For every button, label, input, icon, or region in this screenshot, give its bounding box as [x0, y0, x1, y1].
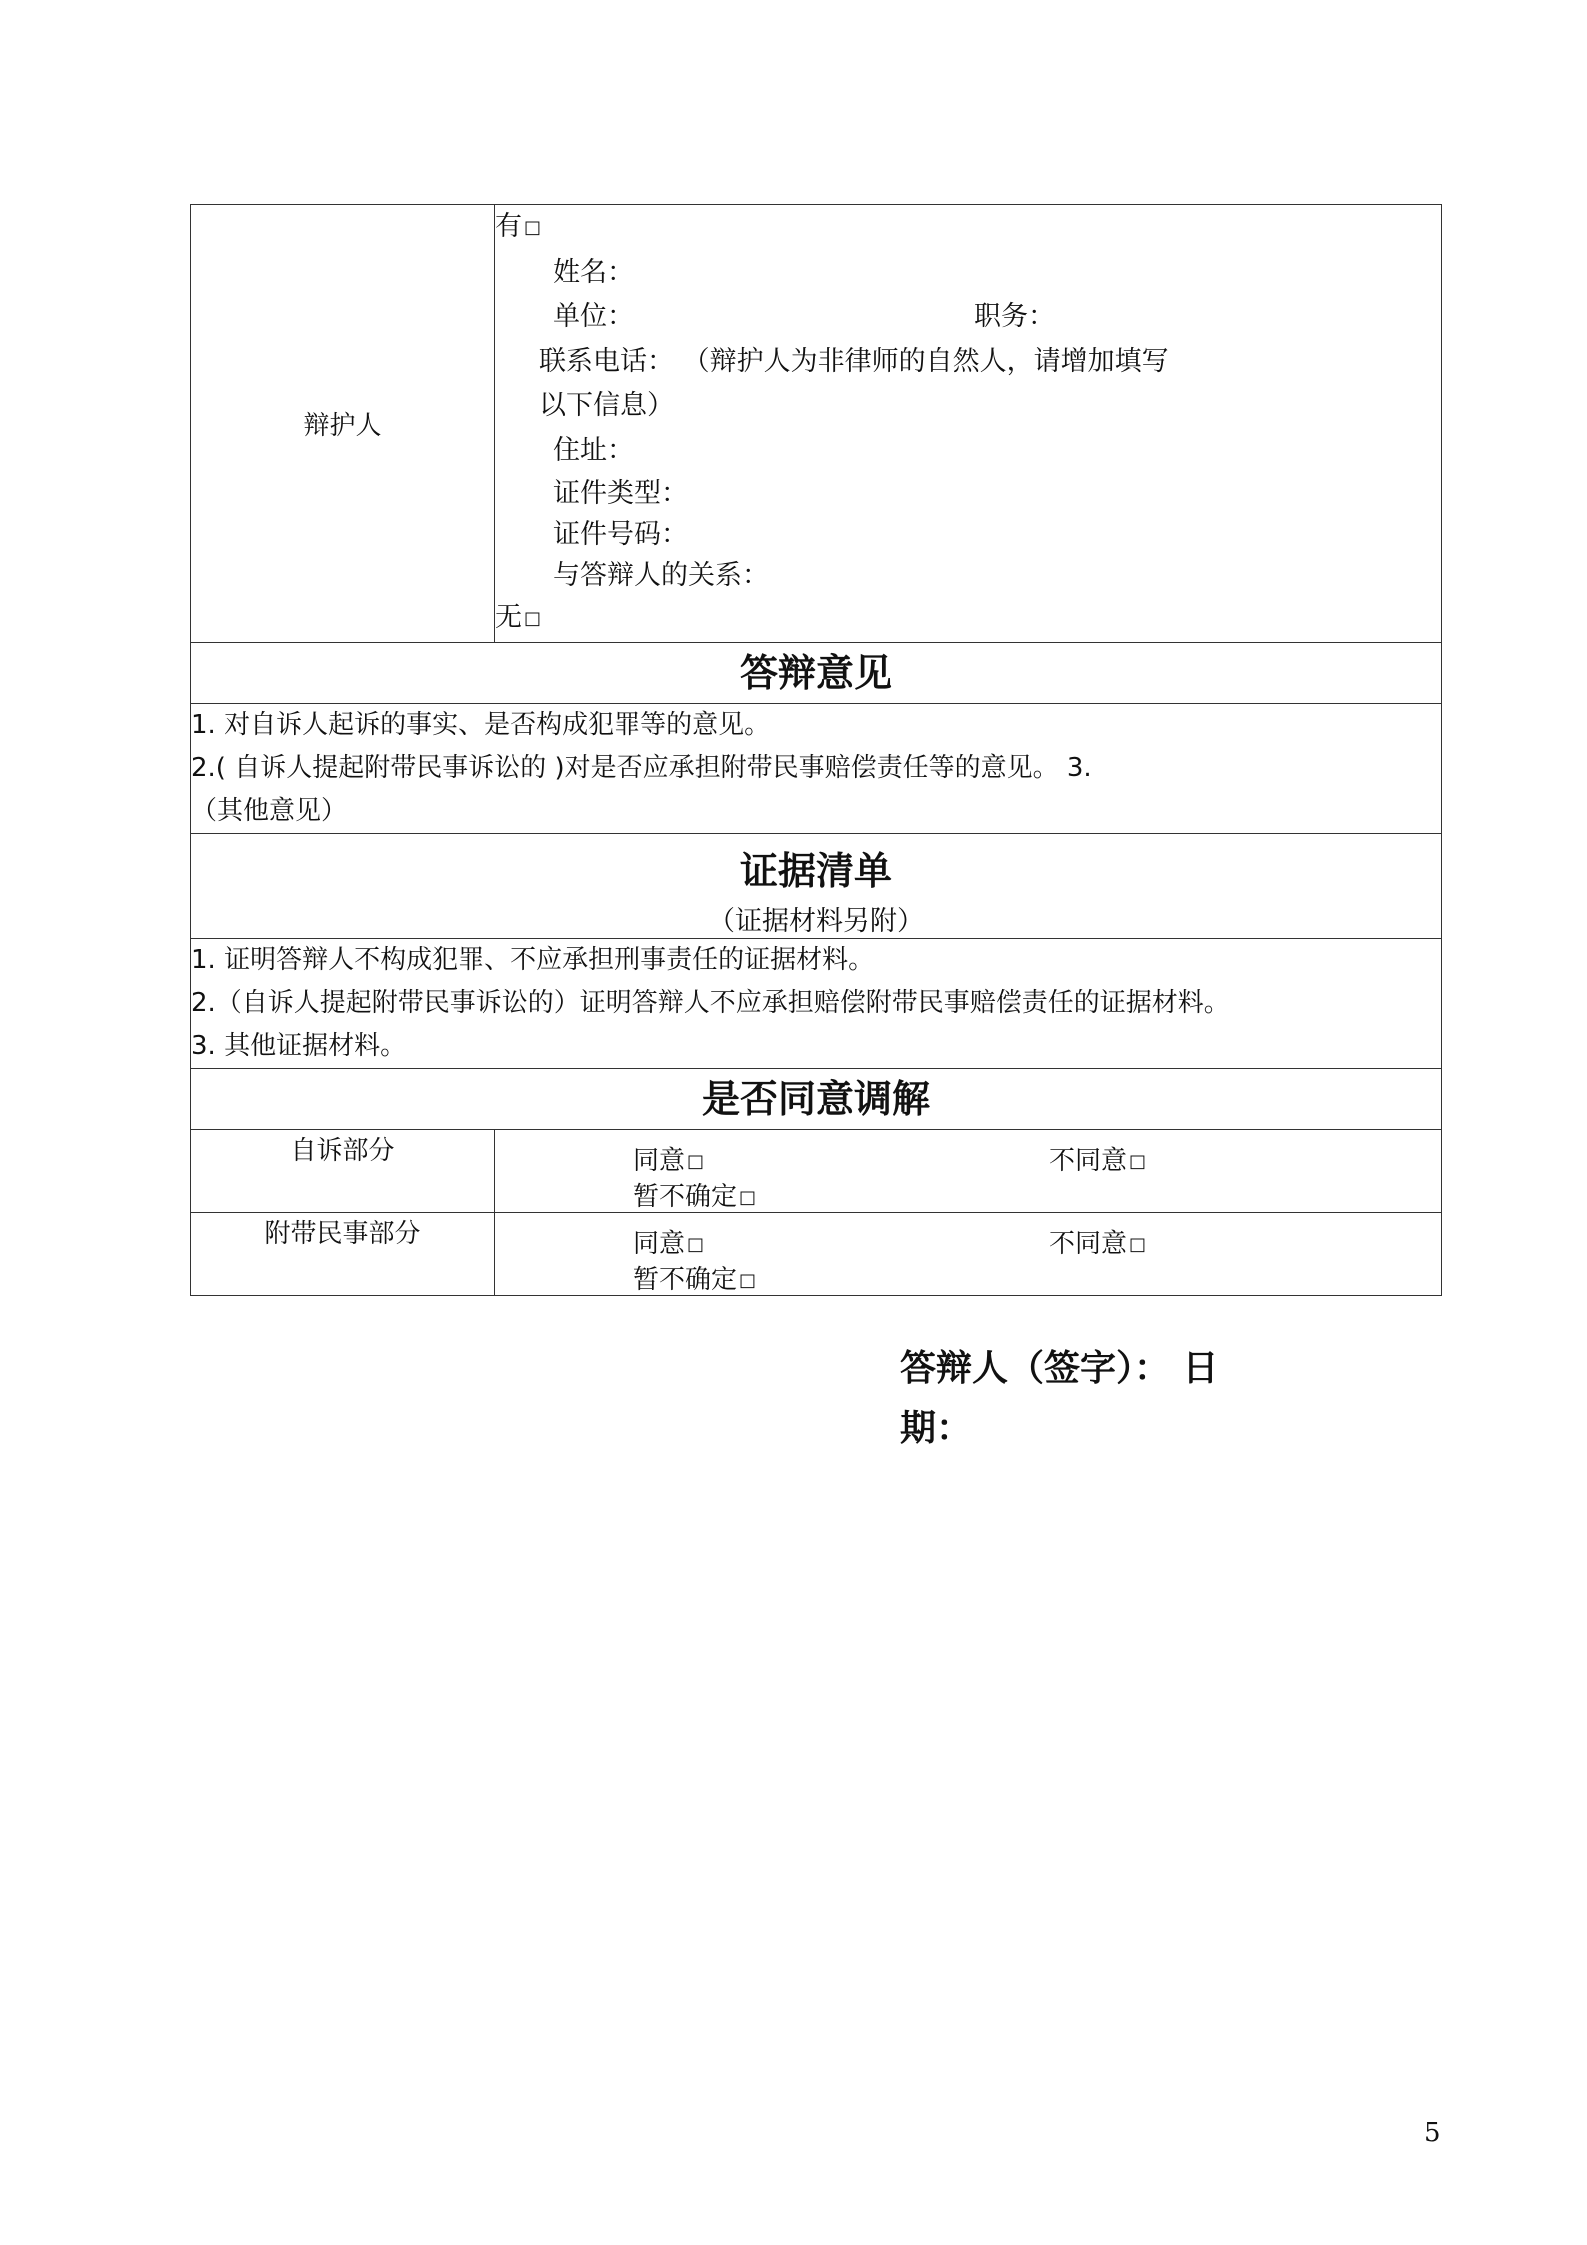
evidence-item-3: 3. 其他证据材料。	[191, 1030, 407, 1061]
agree-checkbox[interactable]: □	[687, 1150, 705, 1172]
mediation-title: 是否同意调解	[191, 1068, 1442, 1129]
defender-relation-field: 与答辩人的关系：	[553, 560, 769, 591]
evidence-item-1: 1. 证明答辩人不构成犯罪、不应承担刑事责任的证据材料。	[191, 944, 875, 975]
evidence-item-2: 2.（自诉人提起附带民事诉讼的）证明答辩人不应承担赔偿附带民事赔偿责任的证据材料。	[191, 987, 1230, 1018]
defender-phone-field: 联系电话：	[539, 345, 674, 377]
defender-note-cont: 以下信息）	[539, 390, 674, 421]
disagree-option[interactable]: 不同意 □	[1049, 1145, 1147, 1176]
opinion-body-row	[191, 703, 1442, 833]
defender-phone-row	[495, 340, 1441, 385]
date-line: 期：	[900, 1407, 973, 1449]
defender-unit-row	[495, 295, 1441, 340]
defender-id-number-field: 证件号码：	[553, 519, 688, 550]
unsure-option[interactable]: 暂不确定 □	[633, 1181, 757, 1212]
defender-name-field: 姓名：	[553, 256, 634, 288]
defender-label: 辩护人	[191, 205, 495, 643]
evidence-header-row	[191, 833, 1442, 938]
defender-has-option[interactable]: 有 □	[495, 211, 542, 242]
agree-option[interactable]: 同意 □	[633, 1228, 705, 1259]
opinion-item-2: 2.( 自诉人提起附带民事诉讼的 )对是否应承担附带民事赔偿责任等的意见。 3.	[191, 752, 1092, 783]
disagree-checkbox[interactable]: □	[1129, 1233, 1147, 1255]
evidence-header	[191, 833, 1442, 938]
defender-note: （辩护人为非律师的自然人，请增加填写	[682, 345, 1169, 377]
opinion-body	[191, 703, 1442, 833]
mediation-row	[191, 1212, 1442, 1295]
page-number: 5	[1424, 2118, 1441, 2148]
defender-address-field: 住址：	[553, 434, 634, 466]
unsure-option[interactable]: 暂不确定 □	[633, 1264, 757, 1295]
disagree-checkbox[interactable]: □	[1129, 1150, 1147, 1172]
mediation-options	[495, 1212, 1442, 1295]
evidence-body-row	[191, 938, 1442, 1068]
has-checkbox[interactable]: □	[524, 217, 542, 238]
defender-details	[495, 205, 1442, 643]
defender-job-field: 职务：	[974, 301, 1055, 332]
defender-none-option[interactable]: 无 □	[495, 602, 542, 633]
opinion-title: 答辩意见	[191, 642, 1442, 703]
unsure-checkbox[interactable]: □	[739, 1269, 757, 1291]
signature-block	[900, 1338, 1230, 1458]
disagree-option[interactable]: 不同意 □	[1049, 1228, 1147, 1259]
mediation-row	[191, 1129, 1442, 1212]
defender-id-type-field: 证件类型：	[553, 478, 688, 509]
opinion-header-row	[191, 642, 1442, 703]
evidence-body	[191, 938, 1442, 1068]
mediation-row-label: 附带民事部分	[191, 1212, 495, 1295]
opinion-item-1: 1. 对自诉人起诉的事实、是否构成犯罪等的意见。	[191, 709, 771, 740]
defender-unit-field: 单位：	[553, 301, 634, 332]
mediation-row-label: 自诉部分	[191, 1129, 495, 1212]
evidence-title: 证据清单	[739, 847, 892, 893]
defender-row	[191, 205, 1442, 643]
unsure-checkbox[interactable]: □	[739, 1186, 757, 1208]
defense-form-table	[190, 204, 1442, 1296]
signature-line: 答辩人（签字）： 日	[900, 1347, 1219, 1389]
mediation-header-row	[191, 1068, 1442, 1129]
opinion-item-3: （其他意见）	[191, 795, 348, 826]
mediation-options	[495, 1129, 1442, 1212]
none-checkbox[interactable]: □	[524, 608, 542, 629]
agree-checkbox[interactable]: □	[687, 1233, 705, 1255]
evidence-subtitle: （证据材料另附）	[708, 905, 924, 937]
agree-option[interactable]: 同意 □	[633, 1145, 705, 1176]
